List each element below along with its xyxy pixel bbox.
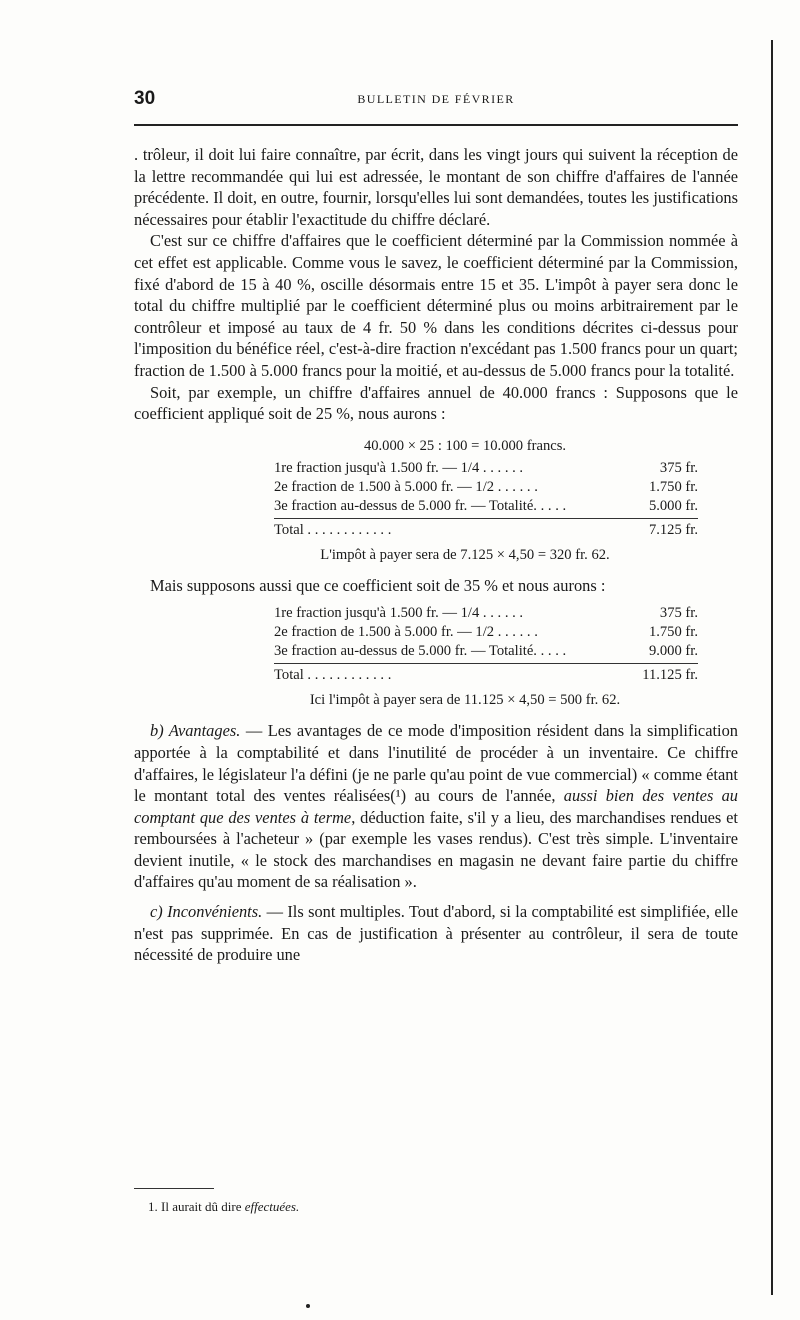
bottom-dot	[306, 1304, 310, 1308]
paragraph-5-italic: aussi bien des ventes au comptant que des ventes à terme	[134, 786, 738, 827]
footnote-italic: effectuées.	[244, 1199, 300, 1214]
calc1-total-label: Total . . . . . . . . . . . .	[274, 521, 392, 538]
calc1-row-value: 5.000 fr.	[648, 497, 698, 514]
calc2-total-row	[274, 663, 698, 685]
calc1-row-label: 1re fraction jusqu'à 1.500 fr. — 1/4 . . . . . .	[274, 459, 524, 476]
paragraph-2: C'est sur ce chiffre d'affaires que le coefficient déterminé par la Commission nommée à cet effet est applicable. Comme vous le savez, le coefficient déterminé par la Commission, fixé d'abord de 15 à 40 %, oscille désormais entre 15 et 35. L'impôt à payer sera donc le total du chiffre multiplié par le coefficient déterminé plus ou moins arbitrairement par le contrôleur et imposé au taux de 4 fr. 50 % dans les conditions décrites ci-dessus pour l'imposition du bénéfice réel, c'est-à-dire fraction n'excédant pas 1.500 francs pour un quart; fraction de 1.500 à 5.000 francs pour la moitié, et au-dessus de 5.000 francs pour la totalité.	[134, 231, 738, 380]
calc1-row-label: 2e fraction de 1.500 à 5.000 fr. — 1/2 . . . . . .	[274, 478, 538, 495]
calc2-row-label: 3e fraction au-dessus de 5.000 fr. — Totalité. . . . .	[274, 643, 567, 660]
page-edge-line	[771, 40, 773, 1295]
footnote-rule	[134, 1188, 214, 1189]
calc1-total-row	[274, 518, 698, 540]
calc2-row	[274, 604, 698, 623]
calc1-row	[274, 459, 698, 478]
section-b-label: b) Avantages.	[150, 721, 241, 741]
calc1-result: L'impôt à payer sera de 7.125 × 4,50 = 320 fr. 62.	[320, 546, 610, 563]
calc1-total-value: 7.125 fr.	[612, 518, 698, 540]
footnote-text: 1. Il aurait dû dire	[148, 1199, 245, 1214]
calc1-row-label: 3e fraction au-dessus de 5.000 fr. — Totalité. . . . .	[274, 497, 567, 514]
section-c-label: c) Inconvénients.	[150, 902, 263, 922]
paragraph-4: Mais supposons aussi que ce coefficient soit de 35 % et nous aurons :	[150, 575, 606, 595]
calc1-row-value: 1.750 fr.	[648, 478, 698, 495]
paragraph-6-text: — Ils sont multiples. Tout d'abord, si la comptabilité est simplifiée, elle n'est pas supprimée. En cas de justification à présenter au contrôleur, il sera de toute nécessité de produire une	[134, 902, 738, 965]
calc1-table	[274, 459, 698, 540]
calc2-row-label: 1re fraction jusqu'à 1.500 fr. — 1/4 . . . . . .	[274, 605, 524, 622]
footnote	[148, 1198, 299, 1215]
calc1-row	[274, 478, 698, 497]
calc2-row-value: 1.750 fr.	[648, 624, 698, 641]
calc1-row-value: 375 fr.	[659, 459, 698, 476]
calc2-total-value: 11.125 fr.	[612, 663, 698, 685]
paragraph-5-text: — Les avantages de ce mode d'imposition résident dans la simplification apportée à la comptabilité et dans l'inutilité de procéder à un inventaire. Ce chiffre d'affaires, le législateur l'a défini (je ne parle qu'au point de vue commercial) « comme étant le montant total des ventes réalisées(¹) au cours de l'année,	[134, 721, 738, 806]
page-header	[134, 88, 738, 114]
calc2-total-label: Total . . . . . . . . . . . .	[274, 667, 392, 684]
paragraph-1: . trôleur, il doit lui faire connaître, par écrit, dans les vingt jours qui suivent la réception de la lettre recommandée qui lui est adressée, le montant de son chiffre d'affaires de l'année précédente. Il doit, en outre, fournir, lorsqu'elles lui sont demandées, toutes les justifications nécessaires pour établir l'exactitude du chiffre déclaré.	[134, 145, 738, 229]
calc2-result: Ici l'impôt à payer sera de 11.125 × 4,50 = 500 fr. 62.	[309, 692, 621, 709]
calc2-table	[274, 604, 698, 685]
calc2-row	[274, 623, 698, 642]
calc2-row	[274, 642, 698, 661]
calc1-head: 40.000 × 25 : 100 = 10.000 francs.	[363, 437, 567, 454]
paragraph-5	[134, 720, 738, 893]
page-number: 30	[134, 88, 156, 109]
calc2-row-value: 375 fr.	[659, 605, 698, 622]
calc2-row-label: 2e fraction de 1.500 à 5.000 fr. — 1/2 . . . . . .	[274, 624, 538, 641]
paragraph-6	[134, 901, 738, 966]
calc2-row-value: 9.000 fr.	[648, 643, 698, 660]
calc1-row	[274, 497, 698, 516]
running-title: BULLETIN DE FÉVRIER	[357, 92, 515, 106]
body-text	[134, 144, 738, 966]
paragraph-5-end: , déduction faite, s'il y a lieu, des marchandises rendues et remboursées à l'acheteur » (par exemple les vases rendus). C'est très simple. L'inventaire devient inutile, « le stock des marchandises en magasin ne devant faire partie du chiffre d'affaires qu'au moment de sa réalisation ».	[134, 807, 738, 892]
paragraph-3: Soit, par exemple, un chiffre d'affaires annuel de 40.000 francs : Supposons que le coefficient appliqué soit de 25 %, nous aurons :	[134, 382, 738, 424]
header-rule	[134, 124, 738, 126]
